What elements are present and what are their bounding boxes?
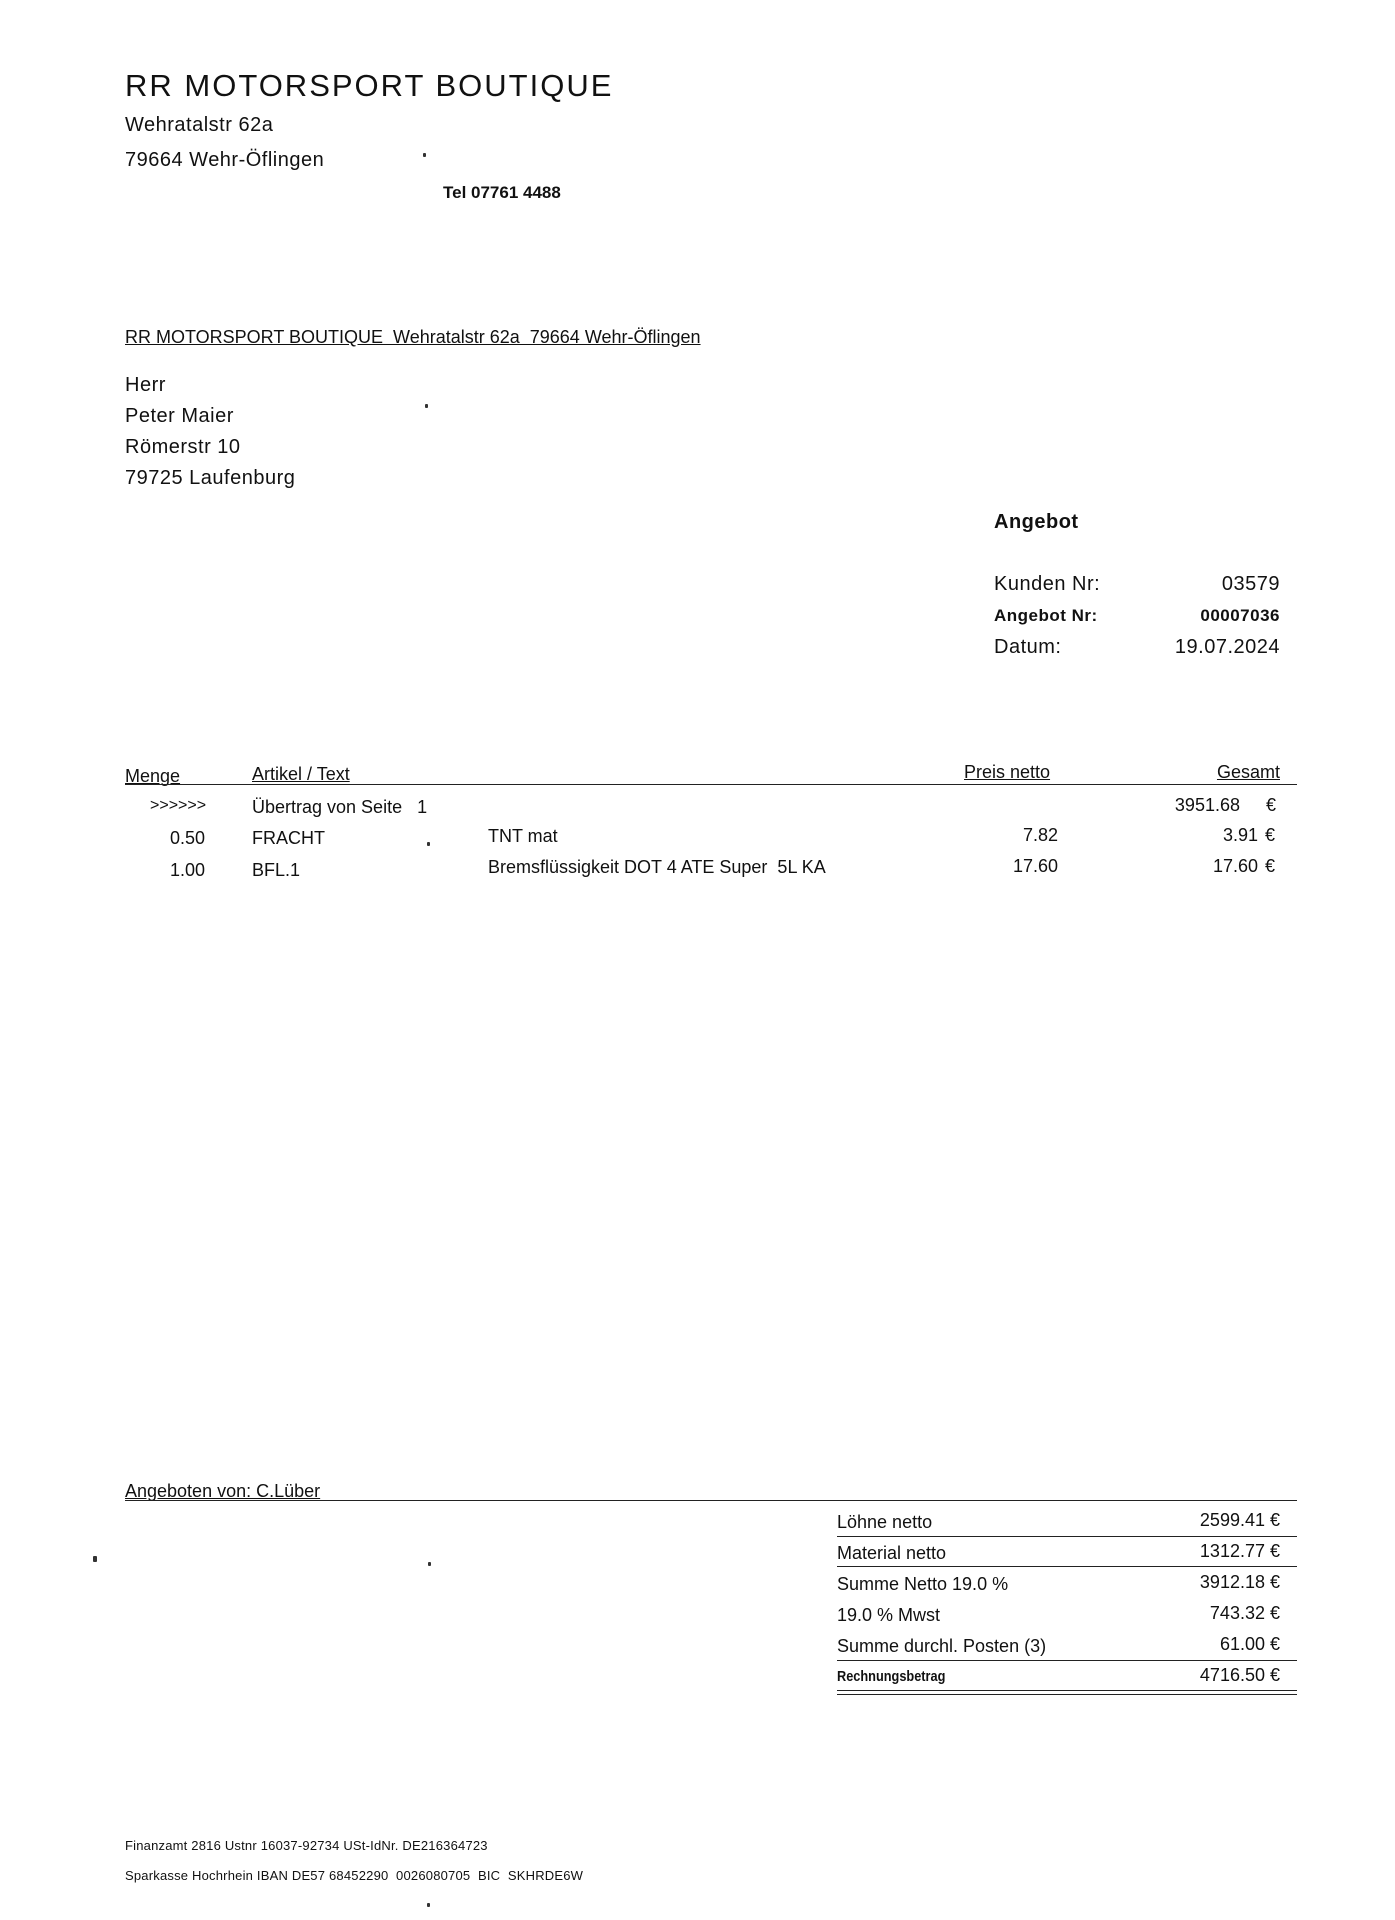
header-unit-price: Preis netto: [964, 762, 1051, 782]
summary-vat-label: 19.0 % Mwst: [837, 1605, 941, 1625]
row-1-qty: >>>>>>: [150, 797, 207, 814]
scan-speck: [423, 153, 426, 157]
offered-by: Angeboten von: C.Lüber: [125, 1481, 321, 1501]
row-2-qty: 0.50: [169, 828, 205, 848]
row-2-text: TNT mat: [488, 826, 558, 846]
row-1-total: 3951.68: [1174, 795, 1240, 815]
summary-passthrough-value: 61.00 €: [1219, 1634, 1280, 1654]
recipient-salutation: Herr: [125, 374, 166, 396]
row-3-qty: 1.00: [169, 860, 205, 880]
row-3-article: BFL.1: [252, 860, 301, 880]
row-3-price: 17.60: [1012, 856, 1058, 876]
date-label: Datum:: [994, 636, 1062, 658]
summary-net-value: 3912.18 €: [1199, 1572, 1280, 1592]
scan-speck: [93, 1556, 97, 1562]
recipient-name: Peter Maier: [125, 405, 234, 427]
header-total: Gesamt: [1216, 762, 1280, 782]
summary-net-label: Summe Netto 19.0 %: [837, 1574, 1009, 1594]
footer-tax-info: Finanzamt 2816 Ustnr 16037-92734 USt-IdNr. DE216364723: [125, 1838, 488, 1853]
row-2-price: 7.82: [1022, 825, 1058, 845]
document-title: Angebot: [994, 511, 1079, 533]
offer-number: 00007036: [1200, 606, 1280, 625]
company-city: 79664 Wehr-Öflingen: [125, 149, 325, 171]
date-value: 19.07.2024: [1174, 636, 1280, 658]
recipient-city: 79725 Laufenburg: [125, 467, 296, 489]
recipient-street: Römerstr 10: [125, 436, 241, 458]
summary-rule-3: [837, 1660, 1297, 1661]
row-2-currency: €: [1265, 825, 1276, 845]
summary-rule-1: [837, 1536, 1297, 1537]
row-1-article: Übertrag von Seite 1: [252, 797, 428, 817]
sender-return-line: RR MOTORSPORT BOUTIQUE Wehratalstr 62a 79664 Wehr-Öflingen: [125, 327, 701, 347]
footer-bank-info: Sparkasse Hochrhein IBAN DE57 68452290 0026080705 BIC SKHRDE6W: [125, 1868, 584, 1883]
scan-speck: [427, 1903, 430, 1907]
row-2-article: FRACHT: [252, 828, 325, 848]
row-1-currency: €: [1266, 795, 1277, 815]
summary-rule-2: [837, 1566, 1297, 1567]
summary-labor-label: Löhne netto: [837, 1512, 933, 1532]
row-3-total: 17.60: [1212, 856, 1258, 876]
customer-number-label: Kunden Nr:: [994, 573, 1101, 595]
scan-speck: [427, 842, 430, 846]
summary-total-rule-bottom: [837, 1694, 1297, 1695]
summary-total-value: 4716.50 €: [1199, 1665, 1280, 1685]
summary-total-label: Rechnungsbetrag: [837, 1668, 946, 1685]
offer-number-label: Angebot Nr:: [994, 606, 1098, 625]
company-street: Wehratalstr 62a: [125, 114, 274, 136]
header-qty: Menge: [125, 766, 181, 786]
customer-number: 03579: [1221, 573, 1280, 595]
company-phone: Tel 07761 4488: [443, 183, 561, 202]
row-3-text: Bremsflüssigkeit DOT 4 ATE Super 5L KA: [488, 857, 826, 877]
offered-by-rule: [125, 1500, 1297, 1501]
summary-total-rule-top: [837, 1690, 1297, 1691]
row-2-total: 3.91: [1222, 825, 1258, 845]
header-article: Artikel / Text: [252, 764, 350, 784]
scan-speck: [425, 404, 428, 408]
summary-passthrough-label: Summe durchl. Posten (3): [837, 1636, 1047, 1656]
summary-vat-value: 743.32 €: [1209, 1603, 1280, 1623]
summary-material-label: Material netto: [837, 1543, 947, 1563]
row-3-currency: €: [1265, 856, 1276, 876]
summary-labor-value: 2599.41 €: [1199, 1510, 1280, 1530]
company-name: RR MOTORSPORT BOUTIQUE: [125, 68, 614, 103]
header-rule: [125, 784, 1297, 785]
summary-material-value: 1312.77 €: [1199, 1541, 1280, 1561]
scan-speck: [428, 1562, 431, 1566]
